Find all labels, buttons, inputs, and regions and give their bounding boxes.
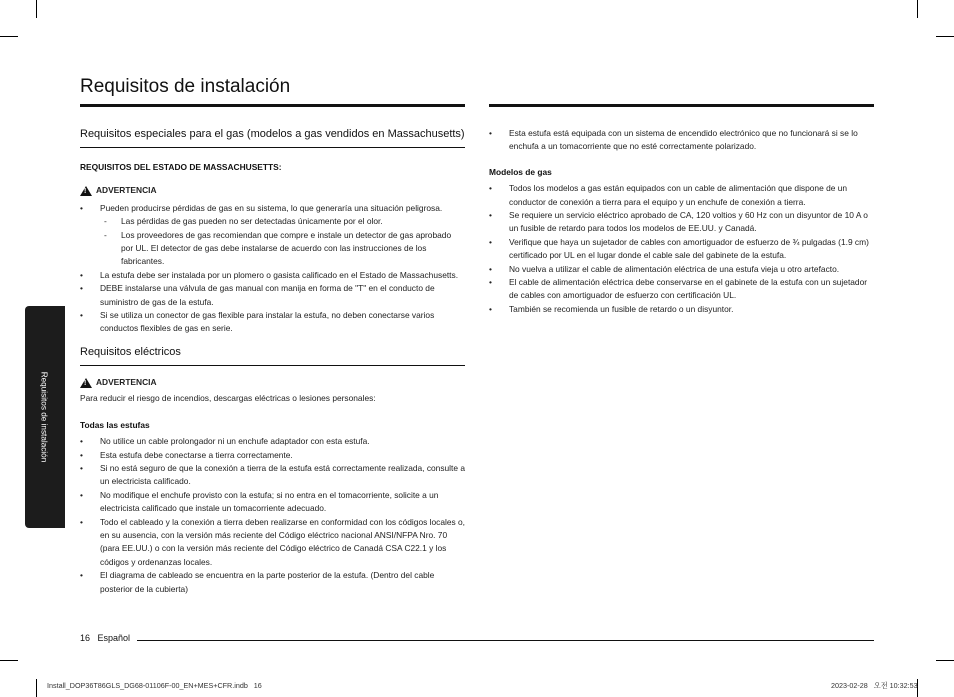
list-item: • El cable de alimentación eléctrica debe conservarse en el gabinete de la estufa con un sujetador de cables con amortiguador de esfuerzo con certificación UL. <box>489 276 875 303</box>
gas-warning <box>80 184 465 197</box>
electrical-warning-text: Para reducir el riesgo de incendios, descargas eléctricas o lesiones personales: <box>80 393 376 404</box>
crop-mark <box>0 36 18 37</box>
all-stoves-heading: Todas las estufas <box>80 419 150 430</box>
electrical-warning-label: ADVERTENCIA <box>96 376 157 387</box>
list-item: • No vuelva a utilizar el cable de alimentación eléctrica de una estufa vieja u otro artefacto. <box>489 263 875 276</box>
crop-mark <box>917 0 918 18</box>
electrical-warning <box>80 376 465 389</box>
list-item-text: Pueden producirse pérdidas de gas en su sistema, lo que generaría una situación peligrosa. <box>100 202 443 213</box>
list-item: - Las pérdidas de gas pueden no ser detectadas únicamente por el olor. <box>100 215 465 228</box>
gas-warning-list <box>80 202 465 336</box>
left-column <box>80 127 465 596</box>
crop-mark <box>0 660 18 661</box>
title-rule-left <box>80 104 465 107</box>
page-title: Requisitos de instalación <box>80 76 291 97</box>
crop-mark <box>936 36 954 37</box>
list-item: • Verifique que haya un sujetador de cables con amortiguador de esfuerzo de ¾ pulgadas (1.9 cm) certificado por UL en el lugar donde el cable sale del gabinete de la estufa. <box>489 236 875 263</box>
crop-mark <box>36 0 37 18</box>
state-requirements-heading: REQUISITOS DEL ESTADO DE MASSACHUSETTS: <box>80 162 282 172</box>
gas-heading-rule <box>80 147 465 148</box>
side-tab-label: Requisitos de instalación <box>39 371 49 463</box>
list-item: • Si se utiliza un conector de gas flexible para instalar la estufa, no deben conectarse varios conductos flexibles de gas en serie. <box>80 309 465 336</box>
section-side-tab <box>25 306 65 528</box>
footer-file-name: Install_DOP36T86GLS_DG68-01106F-00_EN+MES+CFR.indb 16 <box>47 681 262 690</box>
gas-warning-label: ADVERTENCIA <box>96 185 157 196</box>
gas-sub-list <box>100 215 465 269</box>
list-item: • Esta estufa está equipada con un sistema de encendido electrónico que no funcionará si se lo enchufa a un tomacorriente que no esté correctamente polarizado. <box>489 127 875 154</box>
list-item: • Se requiere un servicio eléctrico aprobado de CA, 120 voltios y 60 Hz con un disyuntor de 10 A o un fusible de retardo para todos los modelos de EE.UU. y Canadá. <box>489 209 875 236</box>
crop-mark <box>36 679 37 697</box>
electrical-section-heading: Requisitos eléctricos <box>80 345 181 358</box>
list-item: • Esta estufa debe conectarse a tierra correctamente. <box>80 449 465 462</box>
right-column <box>489 127 875 316</box>
list-item: - Los proveedores de gas recomiendan que compre e instale un detector de gas aprobado por UL. El detector de gas debe instalarse de acuerdo con las instrucciones de los fabricantes. <box>100 229 465 269</box>
all-stoves-list <box>80 435 465 596</box>
gas-models-heading: Modelos de gas <box>489 166 552 177</box>
list-item <box>80 202 465 269</box>
warning-icon <box>80 378 92 388</box>
warning-icon <box>80 186 92 196</box>
list-item: • Si no está seguro de que la conexión a tierra de la estufa está correctamente realizada, consulte a un electricista calificado. <box>80 462 465 489</box>
electrical-heading-rule <box>80 365 465 366</box>
list-item: • La estufa debe ser instalada por un plomero o gasista calificado en el Estado de Massachusetts. <box>80 269 465 282</box>
list-item: • No utilice un cable prolongador ni un enchufe adaptador con esta estufa. <box>80 435 465 448</box>
list-item: • DEBE instalarse una válvula de gas manual con manija en forma de "T" en el conducto de suministro de gas de la estufa. <box>80 282 465 309</box>
title-rule-right <box>489 104 874 107</box>
list-item: • No modifique el enchufe provisto con la estufa; si no entra en el tomacorriente, solicite a un electricista calificado que instale un tomacorriente adecuado. <box>80 489 465 516</box>
gas-models-list <box>489 182 875 316</box>
footer-rule <box>137 640 874 641</box>
footer-page-info <box>80 633 130 643</box>
gas-section-heading: Requisitos especiales para el gas (modelos a gas vendidos en Massachusetts) <box>80 128 465 140</box>
page-number: 16 <box>80 633 91 643</box>
list-item: • Todo el cableado y la conexión a tierra deben realizarse en conformidad con los códigos locales o, en su ausencia, con la versión más reciente del Código eléctrico nacional ANSI/NFPA Nro. 70 (para EE.UU.) o con la versión más reciente del Código eléctrico de Canadá CSA C22.1 y los códigos y ordenanzas locales. <box>80 516 465 570</box>
list-item: • Todos los modelos a gas están equipados con un cable de alimentación que dispone de un conductor de conexión a tierra para el equipo y un enchufe de conexión a tierra. <box>489 182 875 209</box>
page-language: Español <box>97 633 131 643</box>
polarization-list <box>489 127 875 154</box>
list-item: • También se recomienda un fusible de retardo o un disyuntor. <box>489 303 875 316</box>
list-item: • El diagrama de cableado se encuentra en la parte posterior de la estufa. (Dentro del cable posterior de la cubierta) <box>80 569 465 596</box>
crop-mark <box>936 660 954 661</box>
footer-date-stamp: 2023-02-28 오전 10:32:53 <box>831 681 918 690</box>
